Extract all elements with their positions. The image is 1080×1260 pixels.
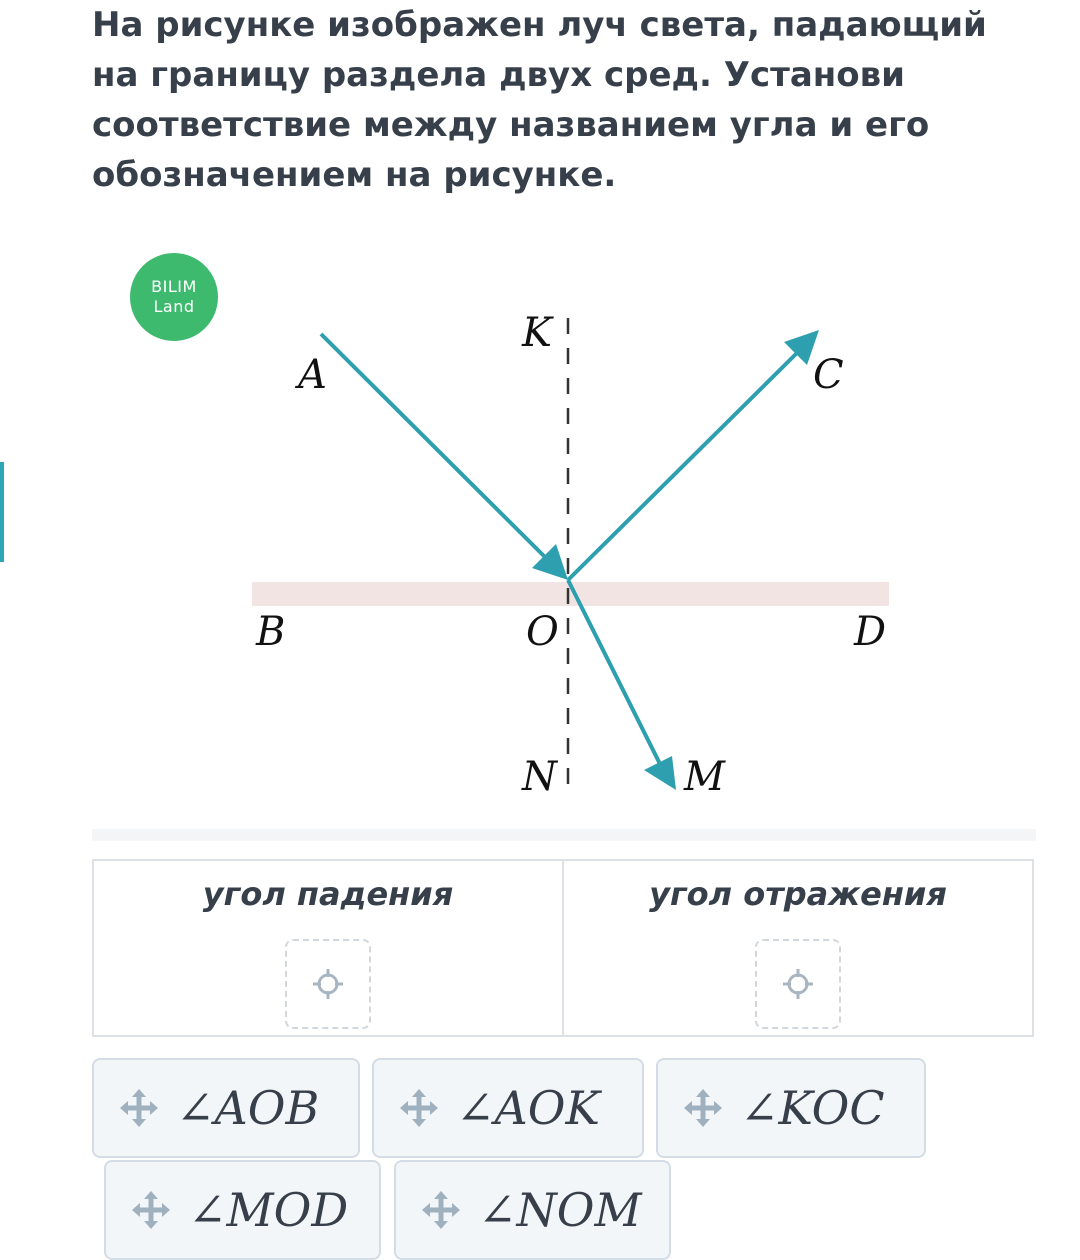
drop-slot-reflection[interactable] bbox=[755, 939, 841, 1029]
column-title: угол отражения bbox=[649, 875, 947, 913]
move-icon bbox=[682, 1087, 724, 1129]
question-text: На рисунке изображен луч света, падающий на границу раздела двух сред. Установи соответствие между названием угла и его обозначением на рисунке. bbox=[92, 5, 987, 195]
label-O: O bbox=[526, 609, 559, 655]
match-column-incidence bbox=[94, 861, 562, 1035]
option-label: ∠AOB bbox=[176, 1081, 320, 1135]
incident-ray bbox=[321, 334, 558, 570]
logo-line1: BILIM bbox=[151, 277, 197, 296]
move-icon bbox=[130, 1189, 172, 1231]
label-A: A bbox=[298, 352, 327, 398]
column-title: угол падения bbox=[202, 875, 454, 913]
label-N: N bbox=[522, 754, 557, 800]
option-label: ∠NOM bbox=[478, 1183, 642, 1237]
label-B: B bbox=[256, 609, 286, 655]
option-chip-nom[interactable] bbox=[394, 1160, 671, 1260]
label-M: M bbox=[684, 754, 725, 800]
match-table bbox=[92, 859, 1034, 1037]
option-label: ∠MOD bbox=[188, 1183, 349, 1237]
option-chip-mod[interactable] bbox=[104, 1160, 381, 1260]
section-divider bbox=[92, 829, 1036, 841]
move-icon bbox=[118, 1087, 160, 1129]
move-icon bbox=[398, 1087, 440, 1129]
refracted-ray bbox=[568, 580, 664, 772]
label-K: K bbox=[522, 310, 552, 356]
label-D: D bbox=[854, 609, 887, 655]
option-chip-koc[interactable] bbox=[656, 1058, 926, 1158]
reflected-ray bbox=[568, 345, 805, 580]
option-label: ∠AOK bbox=[456, 1081, 600, 1135]
option-label: ∠KOC bbox=[740, 1081, 885, 1135]
drop-slot-incidence[interactable] bbox=[285, 939, 371, 1029]
match-column-reflection bbox=[562, 861, 1032, 1035]
label-C: C bbox=[813, 352, 844, 398]
crosshair-icon bbox=[781, 967, 815, 1001]
move-icon bbox=[420, 1189, 462, 1231]
bilimland-logo bbox=[130, 253, 218, 341]
logo-line2: Land bbox=[153, 297, 195, 316]
option-chip-aok[interactable] bbox=[372, 1058, 644, 1158]
crosshair-icon bbox=[311, 967, 345, 1001]
option-chip-aob[interactable] bbox=[92, 1058, 360, 1158]
